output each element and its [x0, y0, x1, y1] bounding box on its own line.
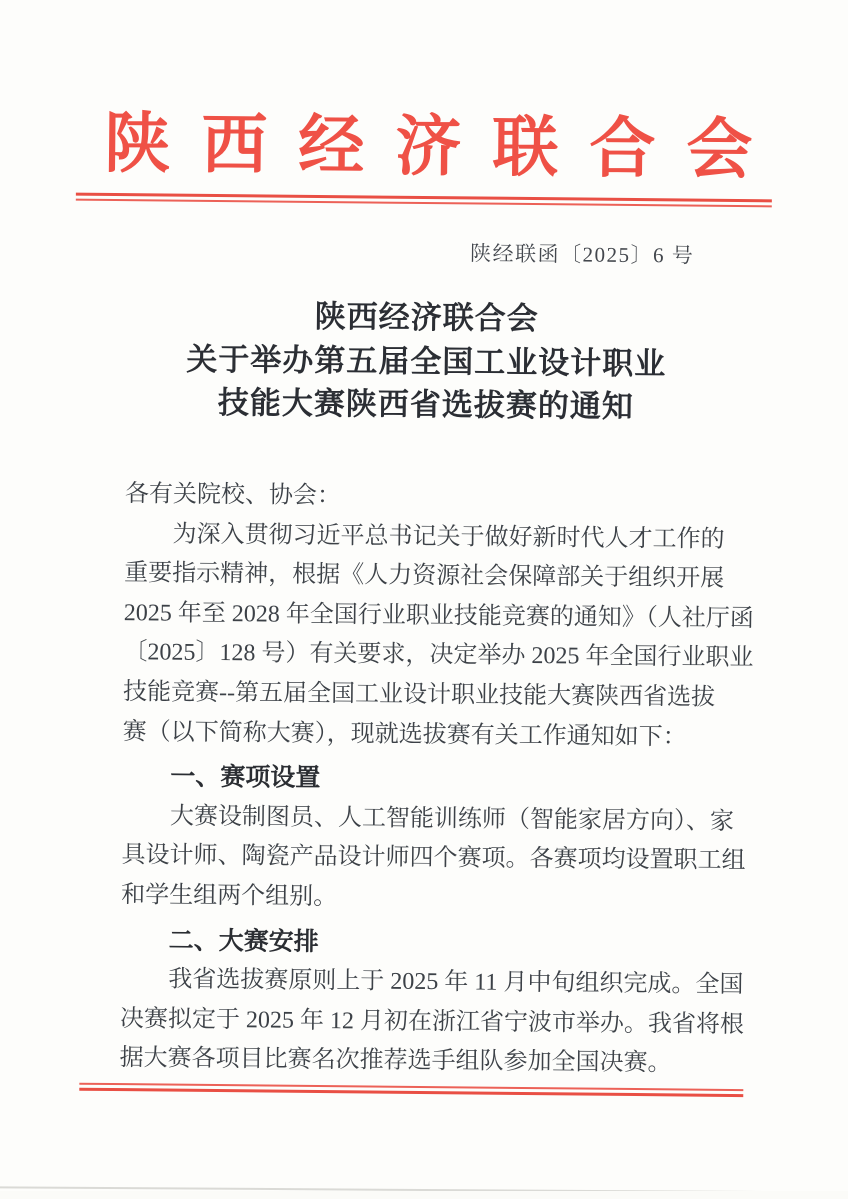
paragraph-line: 我省选拔赛原则上于 2025 年 11 月中旬组织完成。全国: [168, 966, 744, 999]
paragraph-line: 重要指示精神，根据《人力资源社会保障部关于组织开展: [124, 560, 725, 593]
footer-divider-rule: [79, 1083, 743, 1097]
section-heading-2: 二、大赛安排: [168, 926, 319, 956]
document-title: [2, 292, 848, 431]
scan-background-strip: [0, 1191, 848, 1199]
section-heading-1: 一、赛项设置: [170, 762, 321, 793]
paragraph-line: 〔2025〕128 号）有关要求，决定举办 2025 年全国行业职业: [123, 639, 754, 672]
letterhead-org-name: 陕西经济联合会: [104, 107, 784, 188]
paragraph-line: 决赛拟定于 2025 年 12 月初在浙江省宁波市举办。我省将根: [119, 1005, 745, 1038]
paragraph-line: 据大赛各项目比赛名次推荐选手组队参加全国决赛。: [119, 1045, 672, 1077]
document-number: 陕经联函〔2025〕6 号: [469, 241, 695, 268]
paragraph-line: 和学生组两个组别。: [121, 882, 338, 911]
title-line-3: 技能大赛陕西省选拔赛的通知: [217, 385, 635, 425]
paragraph-line: 赛（以下简称大赛），现就选拔赛有关工作通知如下：: [122, 718, 687, 751]
paragraph-line: 技能竞赛--第五届全国工业设计职业技能大赛陕西省选拔: [122, 679, 716, 711]
document-body: [119, 475, 754, 1085]
paragraph-line: 2025 年至 2028 年全国行业职业技能竞赛的通知》（人社厅函: [123, 599, 754, 632]
paragraph-line: 具设计师、陶瓷产品设计师四个赛项。各赛项均设置职工组: [121, 842, 746, 875]
paragraph-line: 为深入贯彻习近平总书记关于做好新时代人才工作的: [172, 521, 725, 553]
salutation-line: 各有关院校、协会：: [124, 481, 342, 510]
letterhead-divider-rule: [76, 193, 772, 208]
title-line-1: 陕西经济联合会: [314, 298, 539, 337]
title-line-2: 关于举办第五届全国工业设计职业: [186, 341, 667, 381]
paragraph-line: 大赛设制图员、人工智能训练师（智能家居方向）、家: [169, 803, 735, 835]
